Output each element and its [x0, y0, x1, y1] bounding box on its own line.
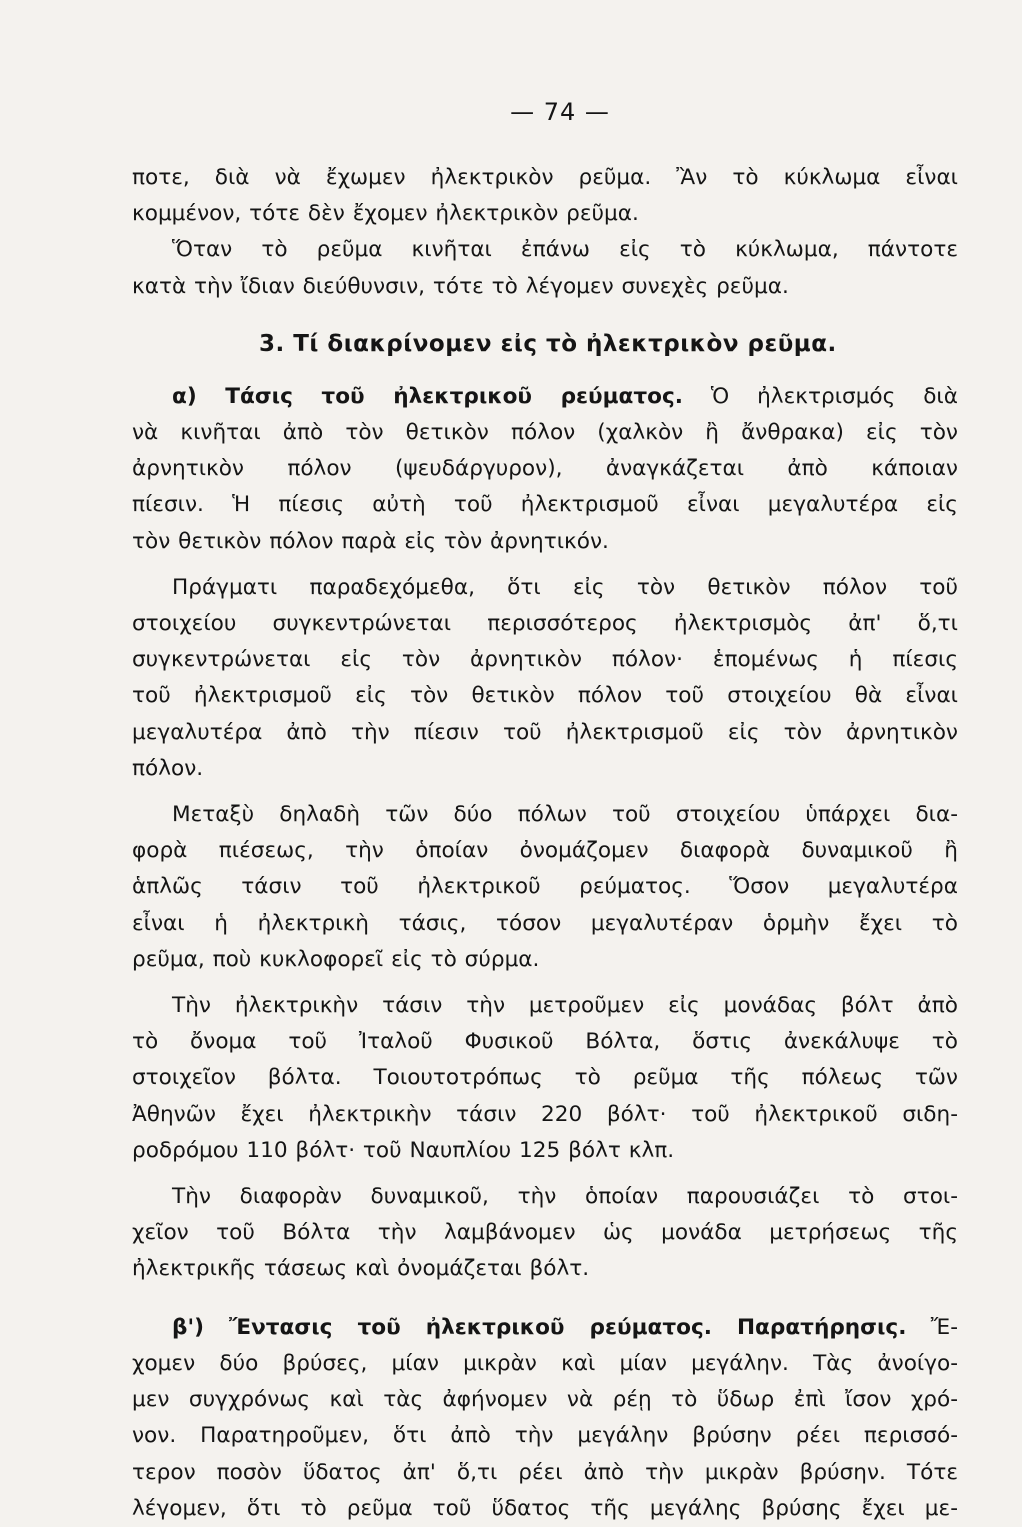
paragraph-6 — [132, 988, 958, 1169]
text-line: στοιχεῖον βόλτα. Τοιουτοτρόπως τὸ ρεῦμα τῆς πόλεως τῶν — [132, 1065, 958, 1091]
text-line: ρεῦμα, ποὺ κυκλοφορεῖ εἰς τὸ σύρμα. — [132, 946, 540, 972]
text-line: χεῖον τοῦ Βόλτα τὴν λαμβάνομεν ὡς μονάδα μετρήσεως τῆς — [132, 1220, 958, 1246]
text-line: τὸ ὄνομα τοῦ Ἰταλοῦ Φυσικοῦ Βόλτα, ὅστις ἀνεκάλυψε τὸ — [132, 1029, 958, 1055]
text-line: τὸν θετικὸν πόλον παρὰ εἰς τὸν ἀρνητικόν. — [132, 528, 609, 554]
text-line: τερον ποσὸν ὕδατος ἀπ' ὅ,τι ρέει ἀπὸ τὴν μικρὰν βρύσην. Τότε — [132, 1459, 958, 1485]
text-line: μεν συγχρόνως καὶ τὰς ἀφήνομεν νὰ ρέῃ τὸ ὕδωρ ἐπὶ ἴσον χρό- — [132, 1387, 958, 1413]
text-line: Μεταξὺ δηλαδὴ τῶν δύο πόλων τοῦ στοιχείου ὑπάρχει δια- — [172, 802, 958, 828]
text-line: πίεσιν. Ἡ πίεσις αὐτὴ τοῦ ἠλεκτρισμοῦ εἶναι μεγαλυτέρα εἰς — [132, 492, 958, 518]
text-line: ἁπλῶς τάσιν τοῦ ἠλεκτρικοῦ ρεύματος. Ὅσον μεγαλυτέρα — [132, 874, 958, 900]
text-fragment: Ὁ ἠλεκτρισμός διὰ — [682, 383, 958, 409]
text-line: Ἀθηνῶν ἔχει ἠλεκτρικὴν τάσιν 220 βόλτ· τοῦ ἠλεκτρικοῦ σιδη- — [132, 1101, 958, 1127]
text-line: τοῦ ἠλεκτρισμοῦ εἰς τὸν θετικὸν πόλον τοῦ στοιχείου θὰ εἶναι — [132, 683, 958, 709]
text-line: ἠλεκτρικῆς τάσεως καὶ ὀνομάζεται βόλτ. — [132, 1256, 590, 1282]
text-line: στοιχείου συγκεντρώνεται περισσότερος ἠλεκτρισμὸς ἀπ' ὅ,τι — [132, 611, 958, 637]
paragraph-7 — [132, 1179, 958, 1288]
section-title: 3. Τί διακρίνομεν εἰς τὸ ἠλεκτρικὸν ρεῦμα. — [259, 330, 837, 357]
paragraph-5 — [132, 797, 958, 978]
paragraph-8 — [132, 1310, 958, 1527]
paragraph-4 — [132, 570, 958, 787]
text-line: ροδρόμου 110 βόλτ· τοῦ Ναυπλίου 125 βόλτ κλπ. — [132, 1137, 675, 1163]
text-fragment: Ἔ- — [906, 1314, 958, 1340]
text-line: φορὰ πιέσεως, τὴν ὁποίαν ὀνομάζομεν διαφορὰ δυναμικοῦ ἢ — [132, 838, 958, 864]
text-line: χομεν δύο βρύσες, μίαν μικρὰν καὶ μίαν μεγάλην. Τὰς ἀνοίγο- — [132, 1350, 958, 1376]
text-line: πόλον. — [132, 755, 204, 781]
text-line: Ὅταν τὸ ρεῦμα κινῆται ἐπάνω εἰς τὸ κύκλωμα, πάντοτε — [172, 237, 958, 263]
subsection-heading: α) Τάσις τοῦ ἠλεκτρικοῦ ρεύματος. — [172, 383, 683, 409]
text-line: νὰ κινῆται ἀπὸ τὸν θετικὸν πόλον (χαλκὸν ἢ ἄνθρακα) εἰς τὸν — [132, 420, 958, 446]
paragraph-1 — [132, 160, 958, 232]
paragraph-3 — [132, 379, 958, 560]
text-line: Τὴν διαφορὰν δυναμικοῦ, τὴν ὁποίαν παρουσιάζει τὸ στοι- — [172, 1184, 958, 1210]
paragraph-2 — [132, 232, 958, 304]
text-line: μεγαλυτέρα ἀπὸ τὴν πίεσιν τοῦ ἠλεκτρισμοῦ εἰς τὸν ἀρνητικὸν — [132, 719, 958, 745]
subsection-heading: β') Ἔντασις τοῦ ἠλεκτρικοῦ ρεύματος. Παρατήρησις. — [172, 1314, 907, 1340]
text-line: ποτε, διὰ νὰ ἔχωμεν ἠλεκτρικὸν ρεῦμα. Ἂν τὸ κύκλωμα εἶναι — [132, 165, 958, 190]
text-line: νον. Παρατηροῦμεν, ὅτι ἀπὸ τὴν μεγάλην βρύσην ρέει περισσό- — [132, 1423, 958, 1449]
text-line: συγκεντρώνεται εἰς τὸν ἀρνητικὸν πόλον· ἑπομένως ἡ πίεσις — [132, 647, 958, 673]
text-line: Πράγματι παραδεχόμεθα, ὅτι εἰς τὸν θετικὸν πόλον τοῦ — [172, 574, 958, 600]
text-line — [132, 379, 958, 415]
text-line: ἀρνητικὸν πόλον (ψευδάργυρον), ἀναγκάζεται ἀπὸ κάποιαν — [132, 456, 958, 482]
text-line — [132, 1310, 958, 1346]
book-page — [132, 98, 958, 1521]
text-line: εἶναι ἡ ἠλεκτρικὴ τάσις, τόσον μεγαλυτέραν ὁρμὴν ἔχει τὸ — [132, 910, 958, 936]
page-number: — 74 — — [510, 98, 610, 126]
text-line: κατὰ τὴν ἴδιαν διεύθυνσιν, τότε τὸ λέγομεν συνεχὲς ρεῦμα. — [132, 273, 789, 299]
text-line: λέγομεν, ὅτι τὸ ρεῦμα τοῦ ὕδατος τῆς μεγάλης βρύσης ἔχει με- — [132, 1495, 958, 1521]
text-line: κομμένον, τότε δὲν ἔχομεν ἠλεκτρικὸν ρεῦμα. — [132, 201, 639, 227]
text-line: Τὴν ἠλεκτρικὴν τάσιν τὴν μετροῦμεν εἰς μονάδας βόλτ ἀπὸ — [172, 993, 958, 1019]
